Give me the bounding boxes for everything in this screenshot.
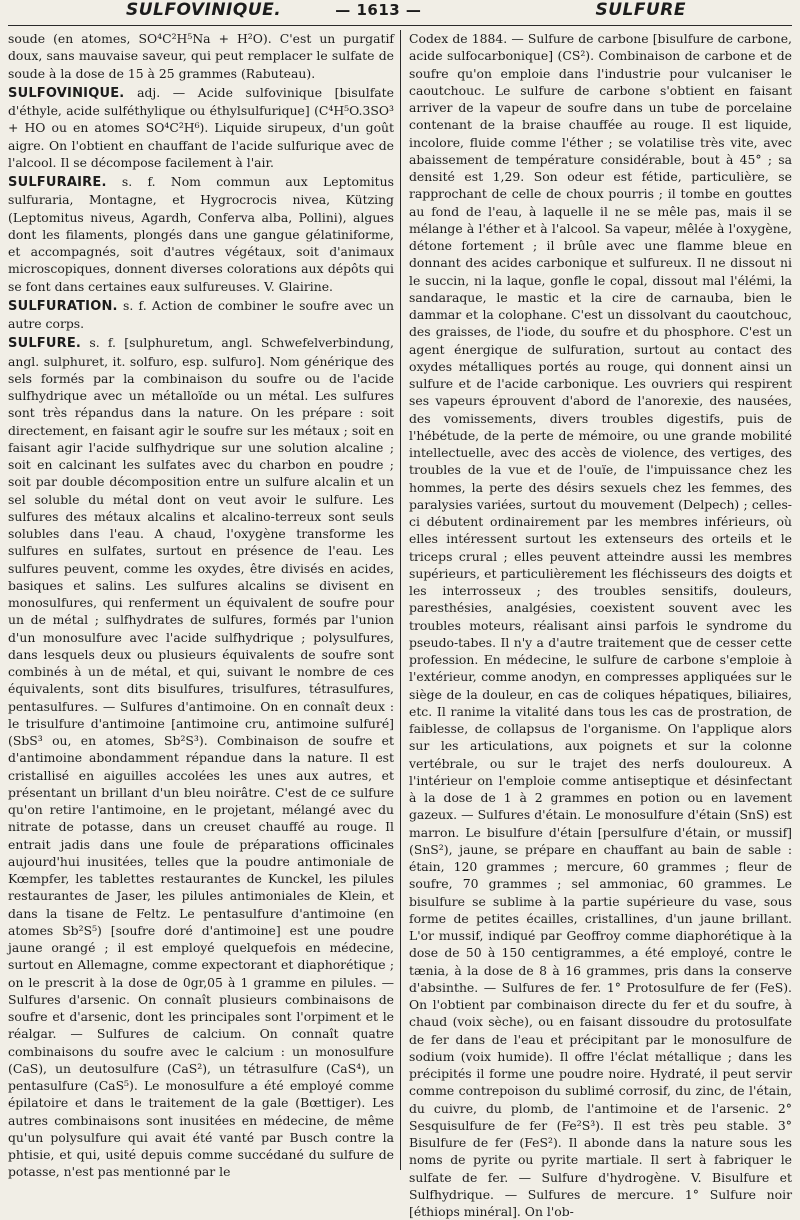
entry-text: s. f. Nom commun aux Leptomitus sulfuraria, Montagne, et Hygrocrocis nivea, Kützing (Leptomitus niveus, Agardh, Conferva alba, Pollini), algues dont les filaments, plongés dans une gangue gélatiniforme, et accompagnés, soit d'autres végétaux, soit d'animaux microscopiques, donnent diverses colorations aux dépôts qui se font dans certaines eaux sulfureuses. V. Glairine. bbox=[8, 174, 394, 294]
entry-sulfuraire bbox=[8, 173, 394, 295]
entry-text: s. f. Action de combiner le soufre avec un autre corps. bbox=[8, 297, 394, 331]
entry-sulfure bbox=[8, 334, 394, 1180]
page-header bbox=[8, 0, 792, 26]
text-columns bbox=[8, 30, 792, 1219]
header-left-word: SULFOVINIQUE. bbox=[126, 0, 282, 20]
entry-sulfuration bbox=[8, 297, 394, 333]
headword: SULFOVINIQUE. bbox=[8, 85, 125, 101]
page-number: — 1613 — bbox=[335, 1, 422, 19]
header-right-word: SULFURE bbox=[595, 0, 686, 20]
entry-text: s. f. [sulphuretum, angl. Schwefelverbindung, angl. sulphuret, it. solfuro, esp. sulfuro]. Nom générique des sels formés par la combinaison du soufre ou de l'acide sulfhydrique avec un métalloïde ou un métal. Les sulfures sont très répandus dans la nature. On les prépare : soit directement, en faisant agir le soufre sur les métaux ; soit en faisant agir l'acide sulfhydrique sur une solution alcaline ; soit en calcinant les sulfates avec du charbon en poudre ; soit par double décomposition entre un sulfure alcalin et un sel soluble du métal dont on veut avoir le sulfure. Les sulfures des métaux alcalins et alcalino-terreux sont seuls solubles dans l'eau. A chaud, l'oxygène transforme les sulfures en sulfates, surtout en présence de l'eau. Les sulfures peuvent, comme les oxydes, être divisés en acides, basiques et salins. Les sulfures alcalins se divisent en monosulfures, qui renferment un équivalent de soufre pour un de métal ; sulfhydrates de sulfures, formés par l'union d'un monosulfure avec l'acide sulfhydrique ; polysulfures, dans lesquels deux ou plusieurs équivalents de soufre sont combinés à un de métal, et qui, suivant le nombre de ces équivalents, sont dits bisulfures, trisulfures, tétrasulfures, pentasulfures. — Sulfures d'antimoine. On en connaît deux : le trisulfure d'antimoine [antimoine cru, antimoine sulfuré] (SbS³ ou, en atomes, Sb²S³). Combinaison de soufre et d'antimoine abondamment répandue dans la nature. Il est cristallisé en aiguilles accolées les unes aux autres, et présentant un brillant d'un bleu noirâtre. C'est de ce sulfure qu'on retire l'antimoine, en le projetant, mélangé avec du nitrate de potasse, dans un creuset chauffé au rouge. Il entrait jadis dans une foule de préparations officinales aujourd'hui inusitées, telles que la poudre antimoniale de Kœmpfer, les tablettes restaurantes de Kunckel, les pilules restaurantes de Jaser, les pilules antimoniales de Klein, et dans la tisane de Feltz. Le pentasulfure d'antimoine (en atomes Sb²S⁵) [soufre doré d'antimoine] est une poudre jaune orangé ; il est employé quelquefois en médecine, surtout en Allemagne, comme expectorant et diaphorétique ; on le prescrit à la dose de 0gr,05 à 1 gramme en pilules. — Sulfures d'arsenic. On connaît plusieurs combinaisons de soufre et d'arsenic, dont les principales sont l'orpiment et le réalgar. — Sulfures de calcium. On connaît quatre combinaisons du soufre avec le calcium : un monosulfure (CaS), un deutosulfure (CaS²), un tétrasulfure (CaS⁴), un pentasulfure (CaS⁵). Le monosulfure a été employé comme épilatoire et dans le traitement de la gale (Bœttiger). Les autres combinaisons sont inusitées en médecine, de même qu'un polysulfure qui avait été vanté par Busch contre la phtisie, et qui, usité depuis comme succédané du sulfure de potasse, n'est pas mentionné par le bbox=[8, 335, 394, 1180]
continuation-paragraph: Codex de 1884. — Sulfure de carbone [bisulfure de carbone, acide sulfocarbonique] (CS²). Combinaison de carbone et de soufre qu'on emploie dans l'industrie pour vulcaniser le caoutchouc. Le sulfure de carbone s'obtient en faisant arriver de la vapeur de soufre dans un tube de porcelaine contenant de la braise chauffée au rouge. Il est liquide, incolore, fluide comme l'éther ; se volatilise très vite, avec abaissement de température considérable, bout à 45° ; sa densité est 1,29. Son odeur est fétide, particulière, se rapprochant de celle de choux pourris ; il tombe en gouttes au fond de l'eau, à laquelle il ne se mêle pas, mais il se mélange à l'éther et à l'alcool. Sa vapeur, mêlée à l'oxygène, détone fortement ; il brûle avec une flamme bleue en donnant des acides carbonique et sulfureux. Il ne dissout ni le succin, ni la laque, gonfle le copal, dissout mal l'élémi, la sandaraque, le mastic et la cire de carnauba, bien le dammar et la colophane. C'est un dissolvant du caoutchouc, des graisses, de l'iode, du soufre et du phosphore. C'est un agent énergique de sulfuration, surtout au contact des oxydes métalliques portés au rouge, qui donnent ainsi un sulfure et de l'acide carbonique. Les ouvriers qui respirent ses vapeurs éprouvent d'abord de l'anorexie, des nausées, des vomissements, divers troubles digestifs, puis de l'hébétude, de la perte de mémoire, ou une grande mobilité intellectuelle, avec des accès de violence, des vertiges, des troubles de la vue et de l'ouïe, de l'impuissance chez les hommes, la perte des désirs sexuels chez les femmes, des paralysies variées, surtout du mouvement (Delpech) ; celles-ci débutent ordinairement par les membres inférieurs, où elles intéressent surtout les extenseurs des orteils et le triceps crural ; elles peuvent atteindre aussi les membres supérieurs, et particulièrement les fléchisseurs des doigts et les interrosseux ; des troubles sensitifs, douleurs, paresthésies, analgésies, coexistent souvent avec les troubles moteurs, réalisant ainsi parfois le syndrome du pseudo-tabes. Il n'y a d'autre traitement que de cesser cette profession. En médecine, le sulfure de carbone s'emploie à l'extérieur, comme anodyn, en compresses appliquées sur le siège de la douleur, en cas de coliques hépatiques, biliaires, etc. Il ranime la vitalité dans tous les cas de prostration, de faiblesse, de collapsus de l'organisme. On l'applique alors sur les articulations, aux poignets et sur la colonne vertébrale, ou sur le trajet des nerfs douloureux. A l'intérieur on l'emploie comme antiseptique et désinfectant à la dose de 1 à 2 grammes en potion ou en lavement gazeux. — Sulfures d'étain. Le monosulfure d'étain (SnS) est marron. Le bisulfure d'étain [persulfure d'étain, or mussif] (SnS²), jaune, se prépare en chauffant au bain de sable : étain, 120 grammes ; mercure, 60 grammes ; fleur de soufre, 70 grammes ; sel ammoniac, 60 grammes. Le bisulfure se sublime à la partie supérieure du vase, sous forme de petites écailles, cristallines, d'un jaune brillant. L'or mussif, indiqué par Geoffroy comme diaphorétique à la dose de 50 à 150 centigrammes, a été employé, contre le tænia, à la dose de 8 à 16 grammes, pris dans la conserve d'absinthe. — Sulfures de fer. 1° Protosulfure de fer (FeS). On l'obtient par combinaison directe du fer et du soufre, à chaud (voix sèche), ou en faisant dissoudre du protosulfate de fer dans de l'eau et précipitant par le monosulfure de sodium (voix humide). Il offre l'éclat métallique ; dans les précipités il forme une poudre noire. Hydraté, il peut servir comme contrepoison du sublimé corrosif, du zinc, de l'étain, du cuivre, du plomb, de l'antimoine et de l'arsenic. 2° Sesquisulfure de fer (Fe²S³). Il est très peu stable. 3° Bisulfure de fer (FeS²). Il abonde dans la nature sous les noms de pyrite ou pyrite martiale. Il sert à fabriquer le sulfate de fer. — Sulfure d'hydrogène. V. Bisulfure et Sulfhydrique. — Sulfures de mercure. 1° Sulfure noir [éthiops minéral]. On l'ob- bbox=[409, 31, 792, 1219]
right-column bbox=[400, 30, 792, 1219]
entry-text: adj. — Acide sulfovinique [bisulfate d'éthyle, acide sulféthylique ou éthylsulfurique] (C⁴H⁵O.3SO³ + HO ou en atomes SO⁴C²H⁶). Liquide sirupeux, d'un goût aigre. On l'obtient en chauffant de l'acide sulfurique avec de l'alcool. Il se décompose facilement à l'air. bbox=[8, 84, 394, 170]
headword: SULFURE. bbox=[8, 336, 82, 352]
headword: SULFURAIRE. bbox=[8, 175, 107, 190]
headword: SULFURATION. bbox=[8, 298, 118, 314]
continuation-paragraph: soude (en atomes, SO⁴C²H⁵Na + H²O). C'est un purgatif doux, sans mauvaise saveur, qui peut remplacer le sulfate de soude à la dose de 15 à 25 grammes (Rabuteau). bbox=[8, 31, 394, 81]
left-column bbox=[8, 30, 400, 1180]
entry-sulfovinique bbox=[8, 84, 394, 171]
